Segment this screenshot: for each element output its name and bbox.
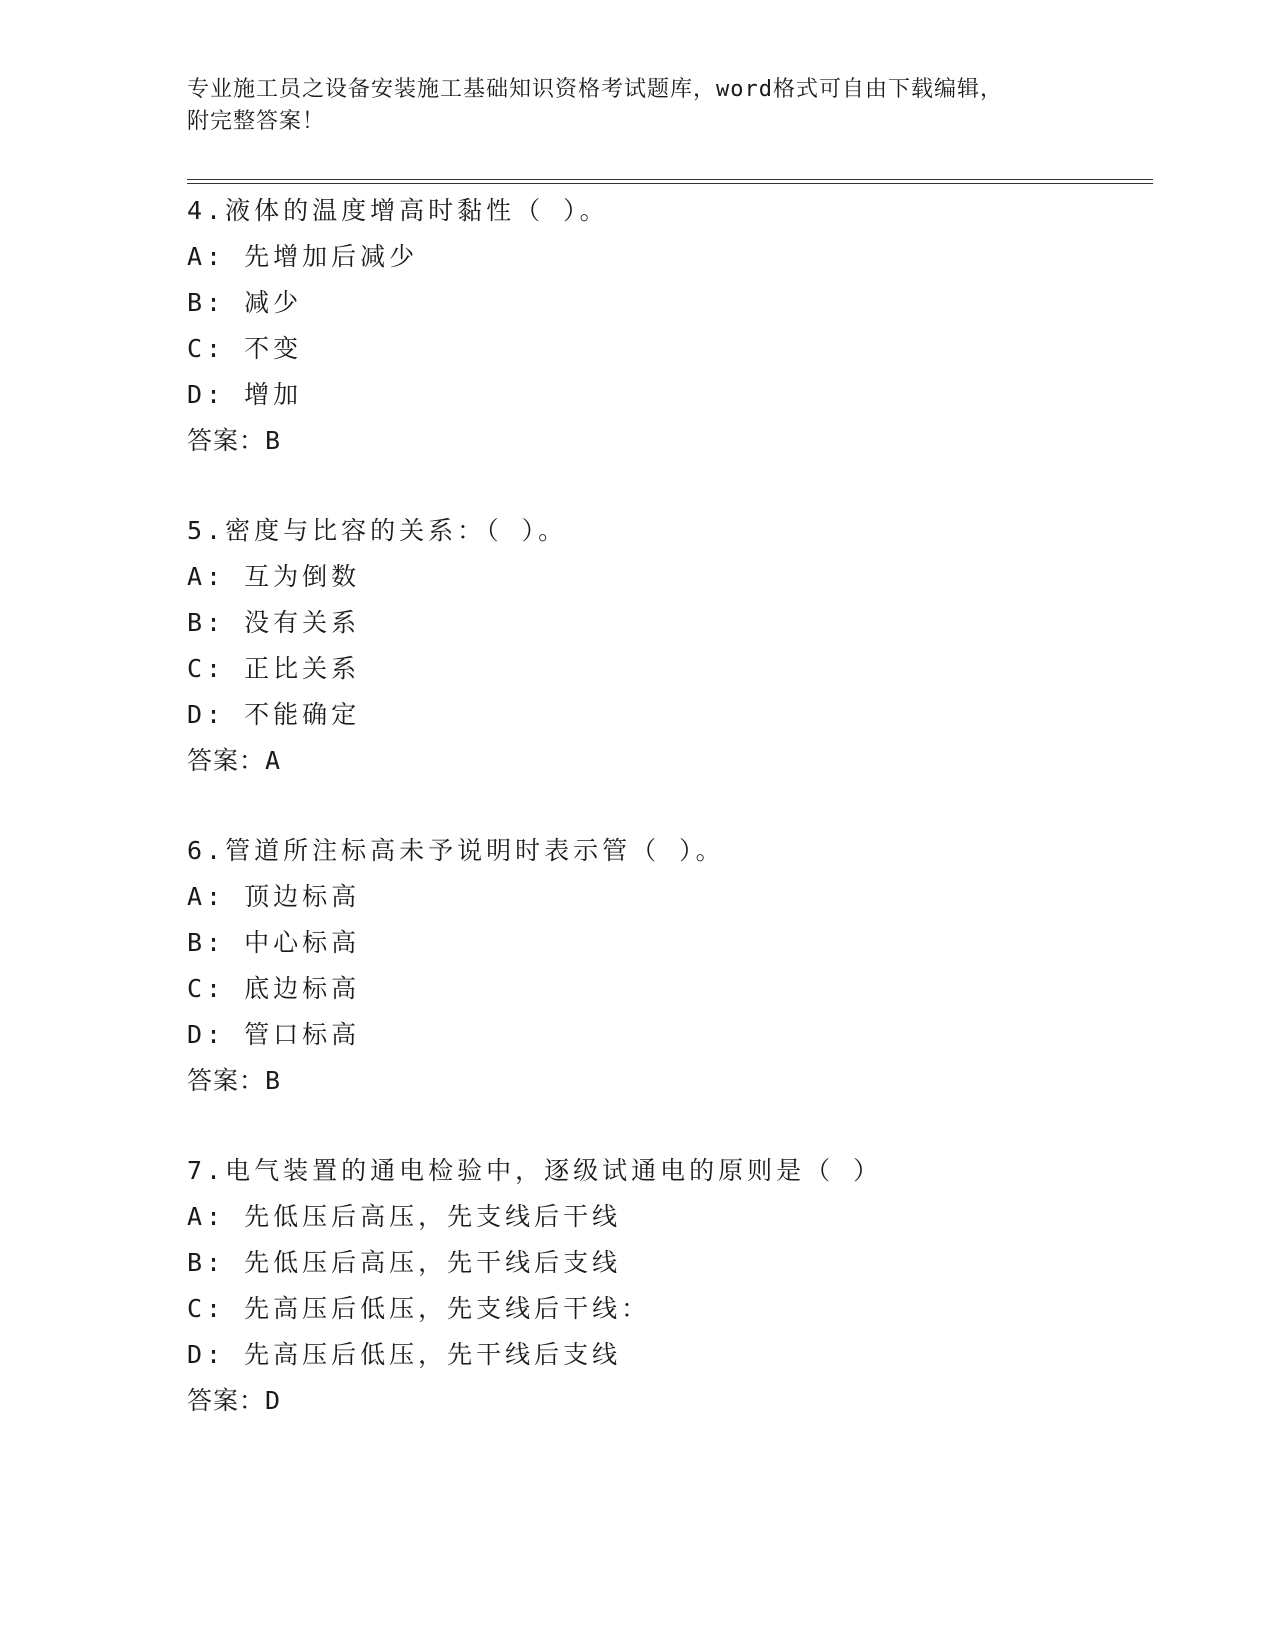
document-header bbox=[187, 74, 1087, 138]
option-a: A: 先增加后减少 bbox=[187, 242, 419, 271]
option-d: D: 增加 bbox=[187, 380, 303, 409]
option-d: D: 不能确定 bbox=[187, 700, 361, 729]
header-line-2: 附完整答案！ bbox=[187, 109, 326, 134]
option-c: C: 正比关系 bbox=[187, 654, 361, 683]
option-c: C: 底边标高 bbox=[187, 974, 361, 1003]
question-stem: 4.液体的温度增高时黏性（ ）。 bbox=[187, 196, 609, 225]
answer-label: 答案：A bbox=[187, 746, 282, 775]
option-d: D: 先高压后低压，先干线后支线 bbox=[187, 1340, 622, 1369]
question-block-7 bbox=[187, 1148, 1147, 1424]
answer-label: 答案：D bbox=[187, 1386, 282, 1415]
option-b: B: 中心标高 bbox=[187, 928, 361, 957]
answer-label: 答案：B bbox=[187, 426, 282, 455]
option-a: A: 互为倒数 bbox=[187, 562, 361, 591]
option-a: A: 先低压后高压，先支线后干线 bbox=[187, 1202, 622, 1231]
question-block-4 bbox=[187, 188, 1147, 464]
option-b: B: 没有关系 bbox=[187, 608, 361, 637]
question-stem: 6.管道所注标高未予说明时表示管（ ）。 bbox=[187, 836, 725, 865]
header-divider-bottom bbox=[187, 183, 1153, 184]
question-block-6 bbox=[187, 828, 1147, 1104]
option-c: C: 先高压后低压，先支线后干线： bbox=[187, 1294, 651, 1323]
header-line-1: 专业施工员之设备安装施工基础知识资格考试题库，word格式可自由下载编辑， bbox=[187, 77, 1003, 102]
question-block-5 bbox=[187, 508, 1147, 784]
option-c: C: 不变 bbox=[187, 334, 303, 363]
answer-label: 答案：B bbox=[187, 1066, 282, 1095]
option-d: D: 管口标高 bbox=[187, 1020, 361, 1049]
option-b: B: 先低压后高压，先干线后支线 bbox=[187, 1248, 622, 1277]
question-stem: 5.密度与比容的关系：（ ）。 bbox=[187, 516, 568, 545]
header-divider-top bbox=[187, 179, 1153, 180]
option-a: A: 顶边标高 bbox=[187, 882, 361, 911]
option-b: B: 减少 bbox=[187, 288, 303, 317]
question-stem: 7.电气装置的通电检验中，逐级试通电的原则是（ ） bbox=[187, 1156, 883, 1185]
